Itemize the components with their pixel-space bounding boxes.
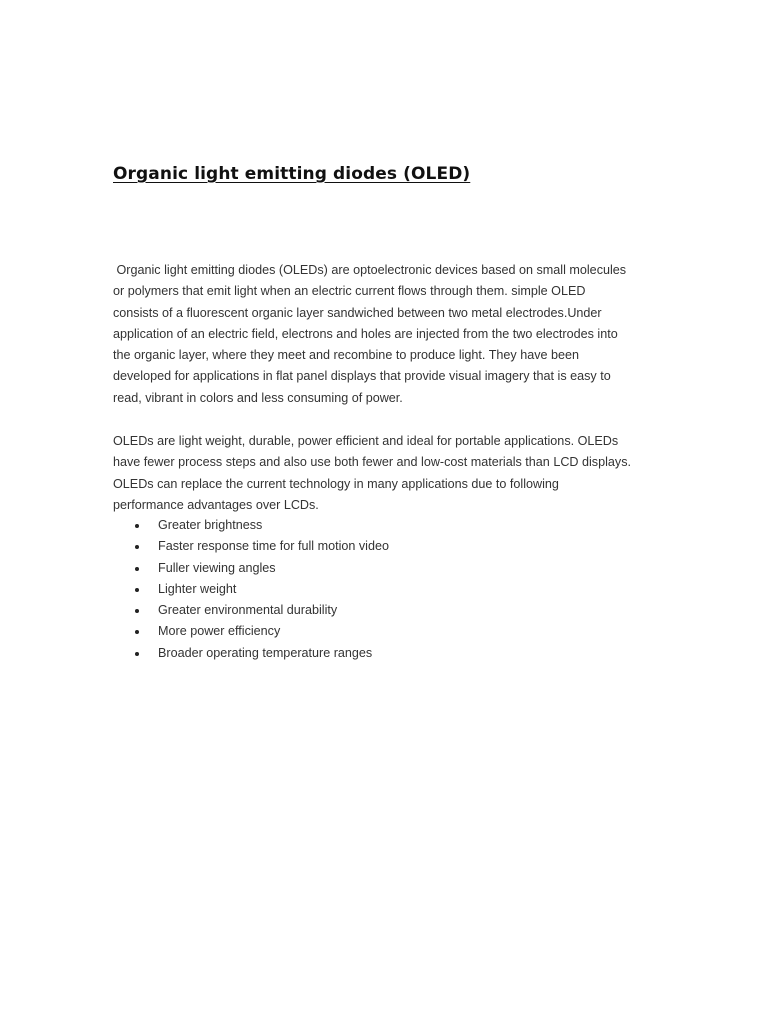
intro-paragraph bbox=[113, 260, 673, 409]
paragraph-line: or polymers that emit light when an electric current flows through them. simple OLED bbox=[113, 284, 586, 299]
list-item-text: Lighter weight bbox=[158, 581, 237, 596]
list-item bbox=[133, 621, 389, 642]
list-item bbox=[133, 600, 389, 621]
paragraph-line: consists of a fluorescent organic layer sandwiched between two metal electrodes.Under bbox=[113, 305, 602, 320]
list-item bbox=[133, 515, 389, 536]
paragraph-line: Organic light emitting diodes (OLEDs) are optoelectronic devices based on small molecules bbox=[113, 263, 627, 277]
paragraph-line: performance advantages over LCDs. bbox=[113, 497, 319, 512]
bullet-icon bbox=[135, 567, 139, 571]
list-item-text: More power efficiency bbox=[158, 624, 281, 639]
list-item bbox=[133, 536, 389, 557]
list-item-text: Greater brightness bbox=[158, 518, 263, 532]
bullet-icon bbox=[135, 609, 139, 613]
list-item bbox=[133, 558, 389, 579]
list-item-text: Broader operating temperature ranges bbox=[158, 645, 373, 660]
document-title: Organic light emitting diodes (OLED) bbox=[113, 164, 471, 184]
list-item-text: Fuller viewing angles bbox=[158, 560, 276, 575]
advantages-list bbox=[133, 515, 389, 664]
paragraph-line: developed for applications in flat panel displays that provide visual imagery that is easy to bbox=[113, 369, 611, 384]
bullet-icon bbox=[135, 652, 139, 656]
bullet-icon bbox=[135, 545, 139, 549]
bullet-icon bbox=[135, 630, 139, 634]
bullet-icon bbox=[135, 524, 139, 528]
paragraph-line: application of an electric field, electrons and holes are injected from the two electrodes into bbox=[113, 326, 618, 341]
list-item bbox=[133, 579, 389, 600]
list-item-text: Greater environmental durability bbox=[158, 603, 338, 618]
paragraph-line: read, vibrant in colors and less consuming of power. bbox=[113, 390, 403, 405]
bullet-icon bbox=[135, 588, 139, 592]
paragraph-line: OLEDs can replace the current technology in many applications due to following bbox=[113, 476, 559, 491]
advantages-intro-paragraph bbox=[113, 431, 673, 516]
paragraph-line: OLEDs are light weight, durable, power efficient and ideal for portable applications. OLEDs bbox=[113, 434, 619, 448]
list-item-text: Faster response time for full motion video bbox=[158, 539, 389, 554]
list-item bbox=[133, 643, 389, 664]
paragraph-line: have fewer process steps and also use both fewer and low-cost materials than LCD displays. bbox=[113, 455, 632, 470]
paragraph-line: the organic layer, where they meet and recombine to produce light. They have been bbox=[113, 348, 580, 363]
